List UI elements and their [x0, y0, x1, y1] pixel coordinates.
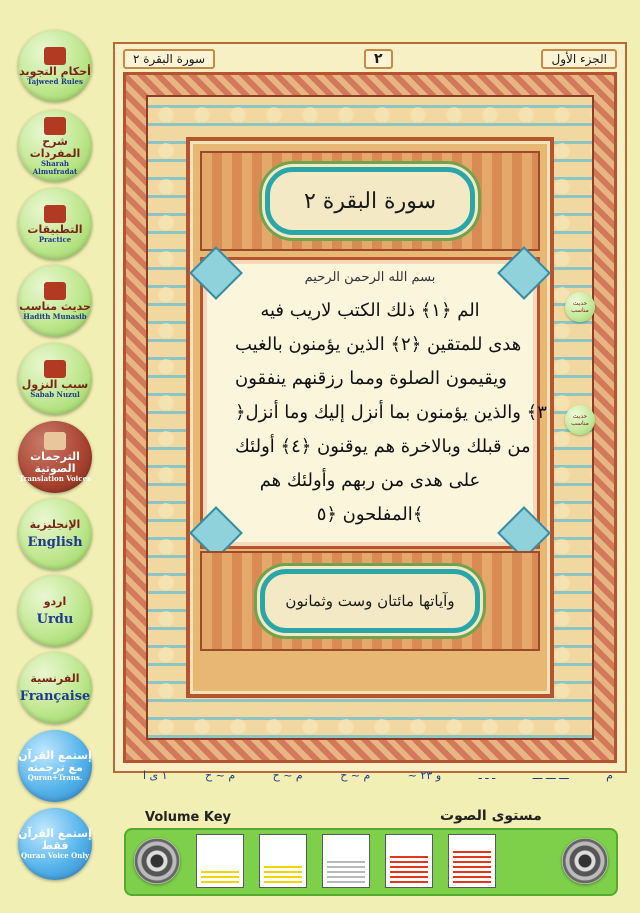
- sidebar-label-ar: شرح المفردات: [29, 134, 81, 160]
- volume-level-line: [264, 876, 302, 878]
- bottom-band: [200, 551, 540, 651]
- quran-page: [113, 42, 627, 773]
- sidebar-label-en: Hadith Munasib: [23, 311, 87, 321]
- volume-level-line: [264, 866, 302, 868]
- sidebar-label-en: Practice: [38, 234, 72, 244]
- verse-line[interactable]: على هدى من ربهم وأولئك هم: [259, 470, 481, 491]
- volume-level-line: [453, 881, 491, 883]
- volume-level-line: [390, 871, 428, 873]
- sidebar-button-quran-trans-[interactable]: [18, 730, 92, 802]
- header-page-number: ٢: [364, 49, 393, 69]
- volume-level-line: [201, 871, 239, 873]
- quran-stand-icon: [44, 360, 66, 378]
- volume-level-line: [201, 881, 239, 883]
- surah-cartouche[interactable]: [265, 167, 475, 235]
- notepad-icon: [44, 205, 66, 223]
- ornamental-frame: [123, 72, 617, 763]
- tajweed-mark[interactable]: ـ ـ ـ: [478, 768, 496, 782]
- hadith-side-button-2[interactable]: حديث مناسب: [565, 405, 595, 435]
- sidebar-label-en: Tajweed Rules: [27, 76, 83, 86]
- sidebar-button-fran-aise[interactable]: [18, 652, 92, 724]
- speaker-volume-down-icon[interactable]: [134, 838, 180, 884]
- basmala[interactable]: بسم الله الرحمن الرحيم: [304, 270, 436, 285]
- sidebar: [0, 0, 112, 913]
- sidebar-button-sharah-almufradat[interactable]: [18, 110, 92, 182]
- tajweed-mark[interactable]: ~ و ٢٣: [407, 768, 442, 782]
- verse-line[interactable]: ﴿٣﴾ والذين يؤمنون بما أنزل إليك وما أنزل: [235, 402, 547, 423]
- header-juz: الجزء الأول: [541, 49, 617, 69]
- tajweed-mark[interactable]: م ~ ح: [272, 768, 303, 782]
- books-icon: [44, 117, 66, 135]
- sidebar-label-en: Quran+Trans.: [27, 773, 83, 782]
- volume-level-line: [453, 851, 491, 853]
- sidebar-label-ar: الفرنسية: [30, 671, 80, 685]
- volume-level-1-button[interactable]: [196, 834, 244, 888]
- sidebar-label-en: Quran Voice Only: [20, 851, 90, 860]
- title-band: [200, 151, 540, 251]
- volume-level-line: [390, 876, 428, 878]
- sidebar-label-ar: الترجمات الصوتية: [30, 449, 80, 475]
- volume-level-3-button[interactable]: [322, 834, 370, 888]
- sidebar-label-ar: سبب النزول: [21, 377, 89, 391]
- volume-level-2-button[interactable]: [259, 834, 307, 888]
- sidebar-label-en: Translation Voices: [18, 473, 91, 483]
- volume-label-ar: مستوى الصوت: [440, 808, 542, 824]
- page-header: [123, 48, 617, 70]
- mosque-icon: [44, 282, 66, 300]
- sidebar-label-ar: إستمع القرآن فقط: [18, 827, 92, 852]
- sidebar-label-ar: حديث مناسب: [19, 299, 91, 313]
- volume-level-line: [327, 866, 365, 868]
- sidebar-button-sabab-nuzul[interactable]: [18, 343, 92, 415]
- sidebar-label-ar: إستمع القرآن مع ترجمته: [18, 749, 92, 774]
- header-surah: سورة البقرة ٢: [123, 49, 215, 69]
- tajweed-mark[interactable]: م: [606, 768, 613, 782]
- volume-level-line: [201, 876, 239, 878]
- inner-frame: [186, 137, 554, 698]
- volume-level-line: [327, 881, 365, 883]
- verse-line[interactable]: الم ﴿١﴾ ذلك الكتب لاريب فيه: [260, 300, 480, 321]
- volume-level-line: [453, 861, 491, 863]
- volume-level-line: [264, 881, 302, 883]
- sidebar-button-translation-voices[interactable]: [18, 421, 92, 493]
- verse-line[interactable]: ويقيمون الصلوة ومما رزقنهم ينفقون: [235, 368, 507, 389]
- translation-books-icon: [44, 432, 66, 450]
- verse-line[interactable]: المفلحون ﴿٥﴾: [316, 504, 424, 525]
- sidebar-button-practice[interactable]: [18, 188, 92, 260]
- tajweed-mark[interactable]: ١ ى ا: [143, 768, 168, 782]
- verse-count-cartouche[interactable]: [260, 569, 480, 633]
- tajweed-mark[interactable]: م ~ ح: [340, 768, 371, 782]
- sidebar-label-en: Française: [19, 688, 91, 704]
- tajweed-book-icon: [44, 47, 66, 65]
- verse-count-text: وآياتها مائتان وست وثمانون: [285, 592, 455, 610]
- volume-level-line: [390, 881, 428, 883]
- volume-label-en: Volume Key: [145, 810, 232, 825]
- sidebar-label-en: Sabab Nuzul: [30, 389, 80, 399]
- tajweed-color-strip: [143, 766, 613, 784]
- tajweed-mark[interactable]: م ~ ح: [205, 768, 236, 782]
- volume-level-line: [327, 861, 365, 863]
- sidebar-button-tajweed-rules[interactable]: [18, 30, 92, 102]
- volume-level-line: [453, 866, 491, 868]
- sidebar-label-ar: الإنجليزية: [29, 517, 81, 531]
- surah-title: سورة البقرة ٢: [303, 188, 436, 214]
- tajweed-mark[interactable]: ـــ ـــ ـــ: [532, 768, 569, 782]
- sidebar-button-quran-voice-only[interactable]: [18, 808, 92, 880]
- sidebar-label-ar: أحكام التجويد: [19, 64, 91, 78]
- sidebar-label-ar: اردو: [43, 594, 67, 608]
- sidebar-label-ar: التطبيقات: [27, 222, 83, 236]
- volume-level-5-button[interactable]: [448, 834, 496, 888]
- volume-level-line: [264, 871, 302, 873]
- volume-level-line: [453, 856, 491, 858]
- volume-bar: [124, 828, 618, 896]
- speaker-volume-up-icon[interactable]: [562, 838, 608, 884]
- hadith-side-button-1[interactable]: حديث مناسب: [565, 292, 595, 322]
- volume-level-line: [327, 876, 365, 878]
- sidebar-label-en: Urdu: [36, 611, 74, 627]
- sidebar-button-english[interactable]: [18, 498, 92, 570]
- volume-level-line: [453, 876, 491, 878]
- verse-line[interactable]: من قبلك وبالاخرة هم يوقنون ﴿٤﴾ أولئك: [235, 436, 531, 457]
- volume-level-line: [390, 866, 428, 868]
- verse-line[interactable]: هدى للمتقين ﴿٢﴾ الذين يؤمنون بالغيب: [235, 334, 522, 355]
- sidebar-button-urdu[interactable]: [18, 575, 92, 647]
- sidebar-label-en: Sharah Almufradat: [32, 158, 78, 176]
- volume-level-4-button[interactable]: [385, 834, 433, 888]
- verse-panel: [200, 257, 547, 549]
- volume-level-line: [390, 856, 428, 858]
- volume-level-line: [453, 871, 491, 873]
- sidebar-button-hadith-munasib[interactable]: [18, 265, 92, 337]
- sidebar-label-en: English: [27, 534, 83, 550]
- volume-level-line: [327, 871, 365, 873]
- volume-level-line: [390, 861, 428, 863]
